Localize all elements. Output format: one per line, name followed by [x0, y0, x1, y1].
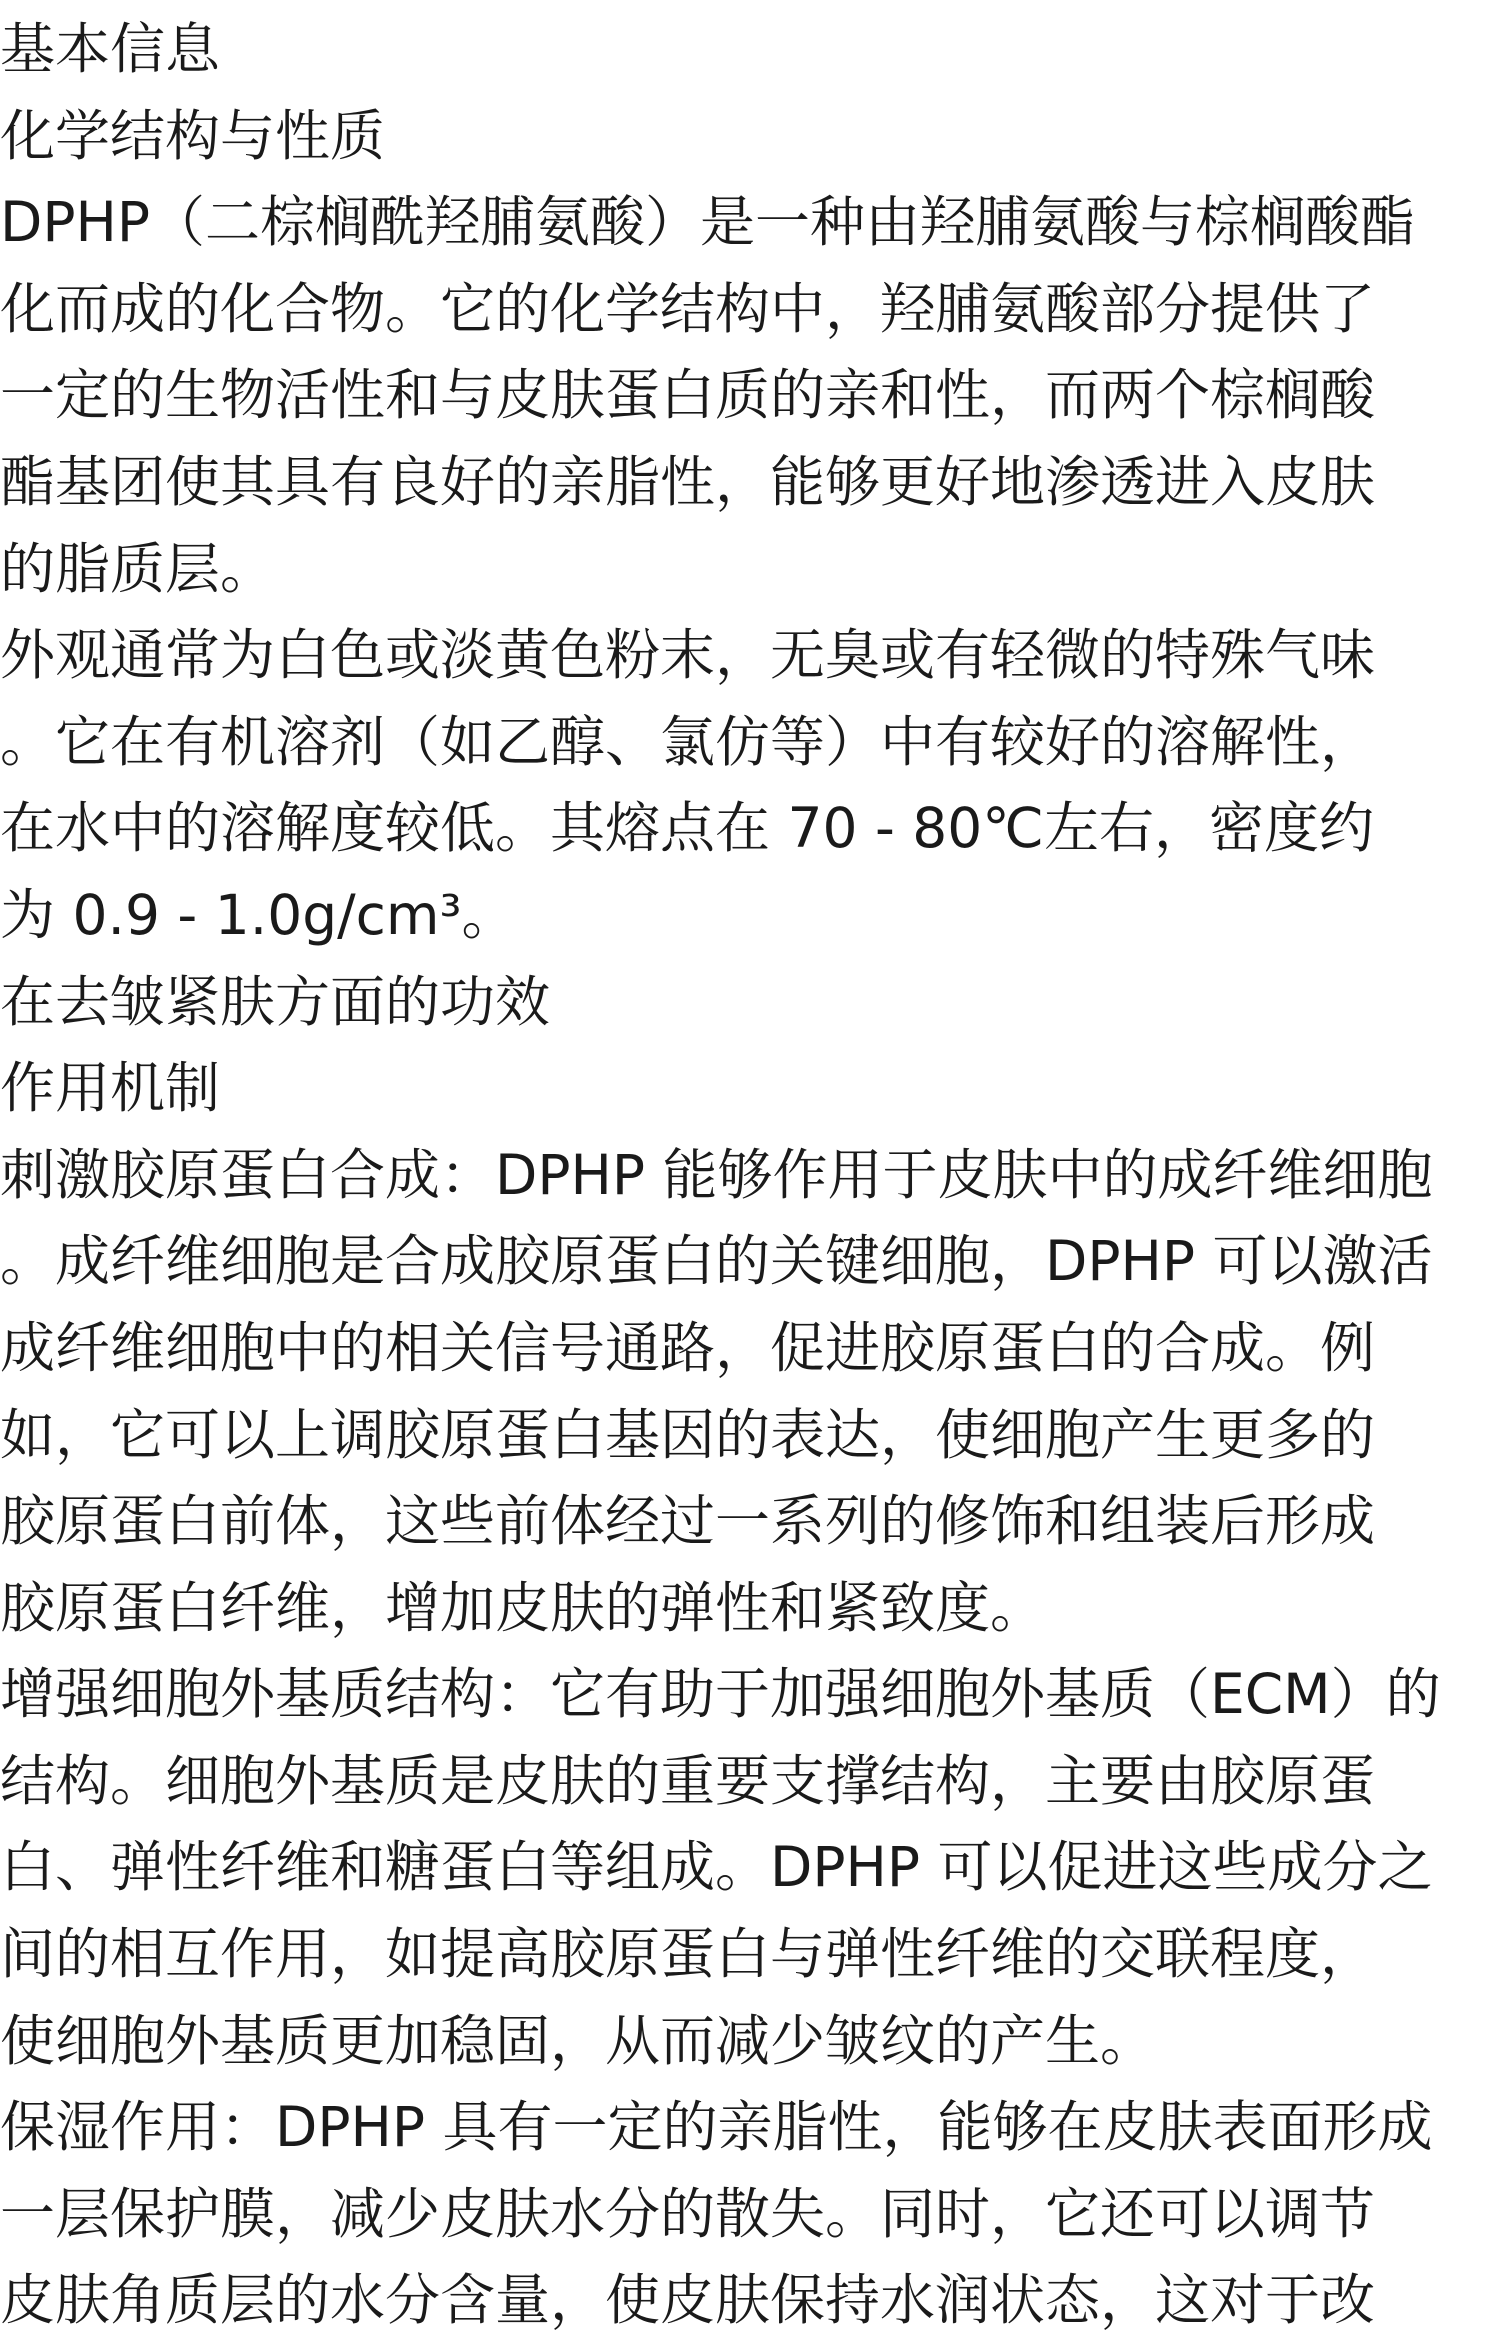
text-line: 为 0.9 - 1.0g/cm³。: [0, 882, 517, 947]
text-line: 一定的生物活性和与皮肤蛋白质的亲和性，而两个棕榈酸: [0, 363, 1376, 428]
text-line: 一层保护膜，减少皮肤水分的散失。同时，它还可以调节: [0, 2181, 1376, 2246]
text-line: 保湿作用：DPHP 具有一定的亲脂性，能够在皮肤表面形成: [0, 2095, 1433, 2160]
text-line: 。它在有机溶剂（如乙醇、氯仿等）中有较好的溶解性，: [0, 709, 1376, 774]
text-line: 刺激胶原蛋白合成：DPHP 能够作用于皮肤中的成纤维细胞: [0, 1142, 1433, 1207]
text-line: DPHP（二棕榈酰羟脯氨酸）是一种由羟脯氨酸与棕榈酸酯: [0, 190, 1416, 255]
text-line: 使细胞外基质更加稳固，从而减少皱纹的产生。: [0, 2008, 1156, 2073]
text-line: 外观通常为白色或淡黄色粉末，无臭或有轻微的特殊气味: [0, 623, 1376, 688]
heading-anti-wrinkle: 在去皱紧肤方面的功效: [0, 969, 551, 1034]
text-line: 胶原蛋白前体，这些前体经过一系列的修饰和组装后形成: [0, 1489, 1376, 1554]
text-line: 胶原蛋白纤维，增加皮肤的弹性和紧致度。: [0, 1575, 1046, 1640]
text-line: 间的相互作用，如提高胶原蛋白与弹性纤维的交联程度，: [0, 1922, 1376, 1987]
text-line: 化而成的化合物。它的化学结构中，羟脯氨酸部分提供了: [0, 276, 1376, 341]
text-line: 的脂质层。: [0, 536, 276, 601]
heading-mechanism: 作用机制: [0, 1056, 221, 1121]
text-line: 结构。细胞外基质是皮肤的重要支撑结构，主要由胶原蛋: [0, 1748, 1376, 1813]
heading-basic-info: 基本信息: [0, 17, 221, 81]
heading-chemical-structure: 化学结构与性质: [0, 103, 386, 168]
text-line: 在水中的溶解度较低。其熔点在 70 - 80℃左右，密度约: [0, 796, 1375, 861]
text-line: 。成纤维细胞是合成胶原蛋白的关键细胞，DPHP 可以激活: [0, 1229, 1433, 1294]
text-line: 白、弹性纤维和糖蛋白等组成。DPHP 可以促进这些成分之: [0, 1835, 1433, 1900]
text-line: 如，它可以上调胶原蛋白基因的表达，使细胞产生更多的: [0, 1402, 1376, 1467]
text-line: 增强细胞外基质结构：它有助于加强细胞外基质（ECM）的: [0, 1662, 1441, 1727]
document-body: [0, 6, 1500, 2344]
text-line: 酯基团使其具有良好的亲脂性，能够更好地渗透进入皮肤: [0, 449, 1376, 514]
text-line: 皮肤角质层的水分含量，使皮肤保持水润状态，这对于改: [0, 2268, 1376, 2333]
text-line: 成纤维细胞中的相关信号通路，促进胶原蛋白的合成。例: [0, 1315, 1376, 1380]
